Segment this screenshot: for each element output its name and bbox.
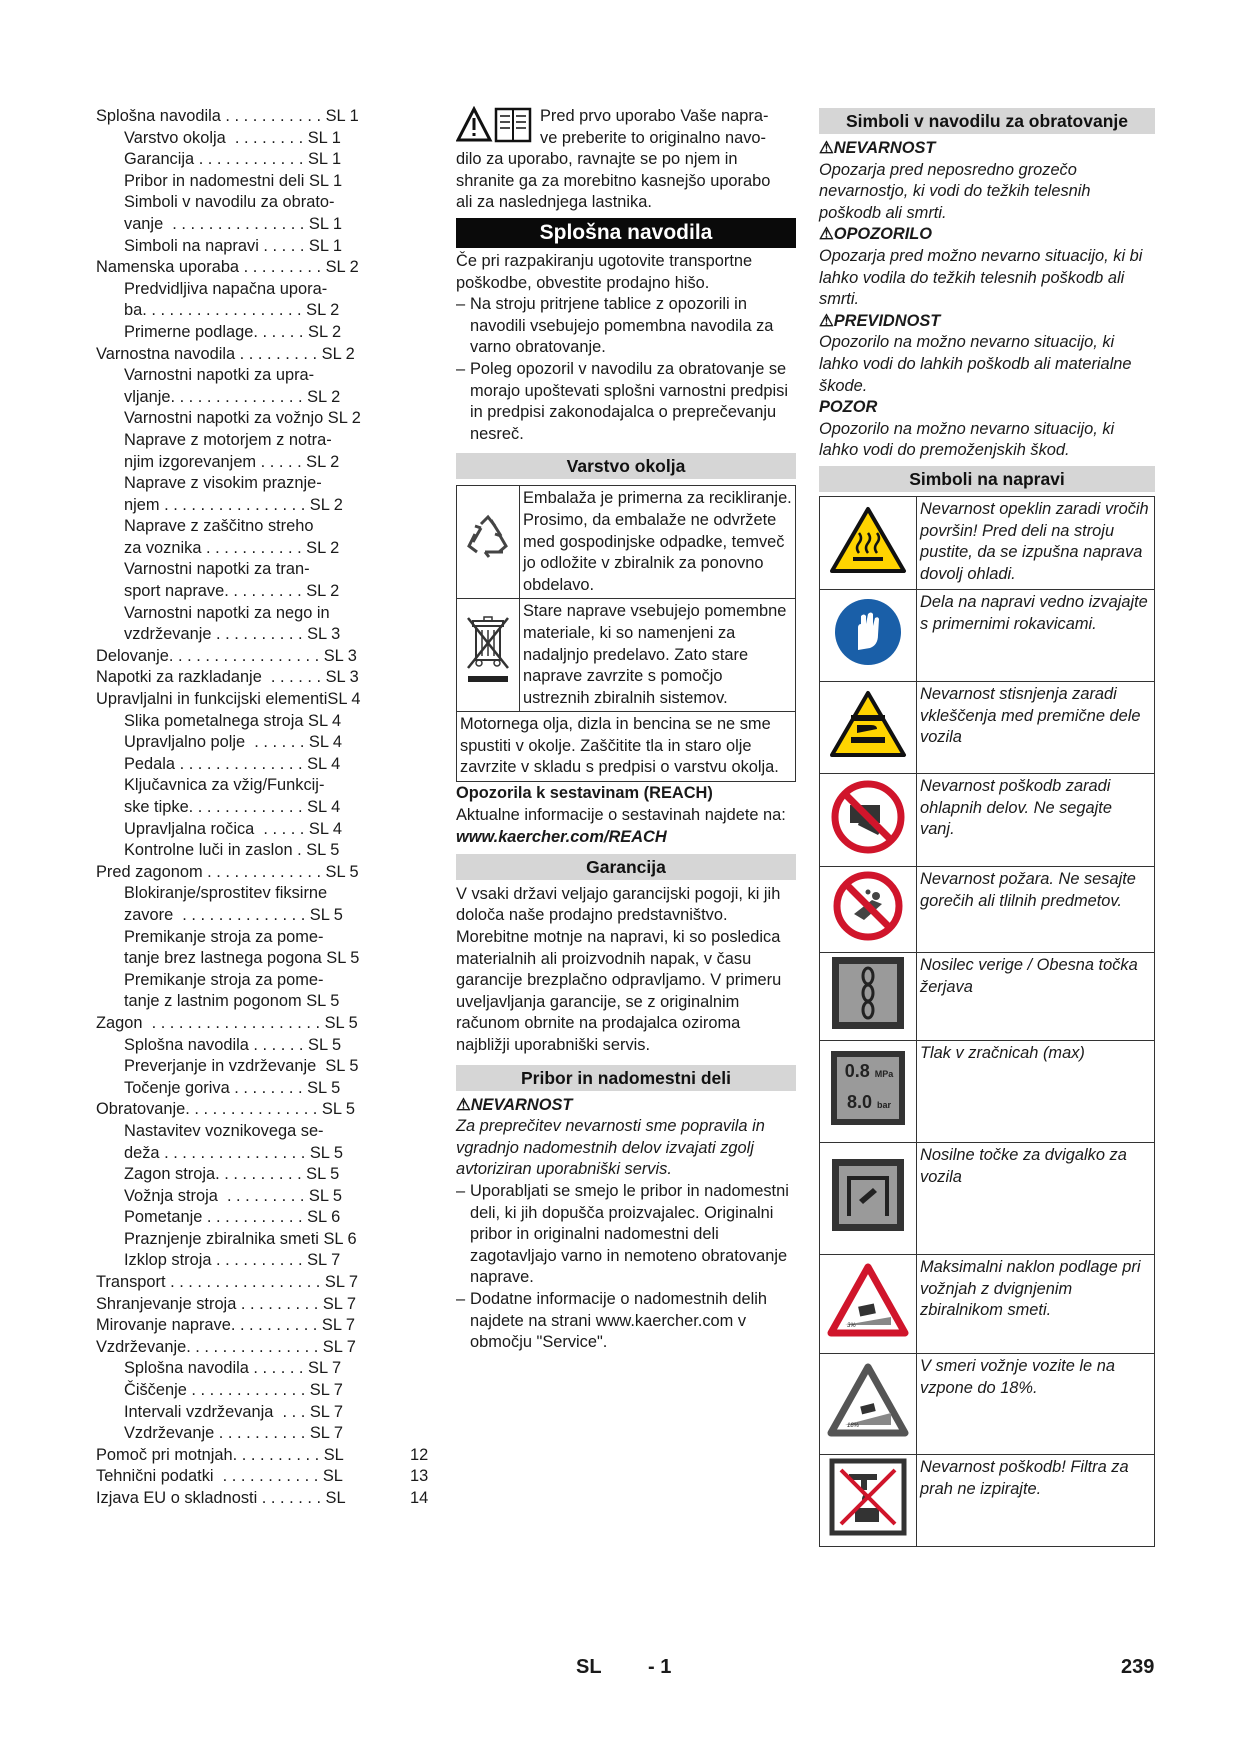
toc-entry[interactable] bbox=[96, 1423, 386, 1445]
toc-entry[interactable] bbox=[96, 430, 386, 452]
general-bullet: – Na stroju pritrjene tablice z opozorili in navodili vsebujejo pomembna navodila za varno obratovanje. bbox=[456, 295, 774, 357]
toc-entry[interactable] bbox=[96, 1272, 386, 1294]
toc-entry-text: Vzdrževanje. . . . . . . . . . . . . . . SL 7 bbox=[96, 1337, 356, 1356]
toc-entry[interactable] bbox=[96, 365, 386, 387]
warning-book-icon bbox=[456, 106, 534, 146]
toc-entry[interactable] bbox=[96, 559, 386, 581]
signal-word: POZOR bbox=[819, 398, 878, 417]
toc-entry-text: Pometanje . . . . . . . . . . . SL 6 bbox=[124, 1208, 341, 1227]
toc-entry[interactable] bbox=[96, 1013, 386, 1035]
section-heading-warranty: Garancija bbox=[456, 854, 796, 880]
device-symbols-table bbox=[819, 496, 1155, 1547]
toc-entry-text: Splošna navodila . . . . . . SL 7 bbox=[124, 1359, 342, 1378]
section-heading-device-symbols: Simboli na napravi bbox=[819, 466, 1155, 492]
signal-word: ⚠OPOZORILO bbox=[819, 225, 933, 244]
gauge-value-mpa: 0.8 bbox=[844, 1061, 870, 1082]
device-symbol-text: Tlak v zračnicah (max) bbox=[917, 1040, 1155, 1142]
toc-entry-text: njim izgorevanjem . . . . . SL 2 bbox=[124, 452, 340, 471]
toc-entry-text: vanje . . . . . . . . . . . . . . . SL 1 bbox=[124, 214, 343, 233]
toc-entry-text: Ključavnica za vžig/Funkcij- bbox=[124, 776, 325, 795]
device-symbol-text: Nosilne točke za dvigalko za vozila bbox=[917, 1142, 1155, 1254]
toc-entry[interactable] bbox=[96, 192, 386, 214]
toc-entry[interactable] bbox=[96, 149, 386, 171]
toc-entry-text: Preverjanje in vzdrževanje SL 5 bbox=[124, 1057, 359, 1076]
toc-entry-text: Predvidljiva napačna upora- bbox=[124, 279, 328, 298]
toc-entry[interactable] bbox=[96, 1337, 386, 1359]
no-flammable-icon bbox=[820, 866, 917, 952]
toc-entry-text: Varnostna navodila . . . . . . . . . SL 2 bbox=[96, 344, 355, 363]
toc-entry[interactable] bbox=[96, 1380, 386, 1402]
toc-entry-text: Zagon stroja. . . . . . . . . . SL 5 bbox=[124, 1165, 340, 1184]
toc-entry[interactable] bbox=[96, 624, 386, 646]
chain-icon bbox=[820, 952, 917, 1040]
toc-entry[interactable] bbox=[96, 300, 386, 322]
toc-entry[interactable] bbox=[96, 819, 386, 841]
toc-entry-text: Praznjenje zbiralnika smeti SL 6 bbox=[124, 1229, 357, 1248]
toc-entry-text: Premikanje stroja za pome- bbox=[124, 970, 324, 989]
footer-page-number: 239 bbox=[1121, 1656, 1155, 1678]
toc-entry[interactable] bbox=[96, 1315, 386, 1337]
toc-entry-text: Vožnja stroja . . . . . . . . . SL 5 bbox=[124, 1186, 343, 1205]
toc-entry-text: Izjava EU o skladnosti . . . . . . . SL bbox=[96, 1489, 346, 1507]
toc-entry-text: Pedala . . . . . . . . . . . . . . SL 4 bbox=[124, 754, 341, 773]
toc-entry[interactable] bbox=[96, 1143, 386, 1165]
toc-entry[interactable] bbox=[96, 1445, 429, 1467]
warning-triangle-icon: ⚠ bbox=[819, 225, 834, 244]
toc-entry[interactable] bbox=[96, 1035, 386, 1057]
toc-entry-text: Simboli na napravi . . . . . SL 1 bbox=[124, 236, 343, 255]
toc-entry-text: Intervali vzdrževanja . . . SL 7 bbox=[124, 1402, 343, 1421]
toc-entry[interactable] bbox=[96, 775, 386, 797]
toc-entry[interactable] bbox=[96, 236, 386, 258]
toc-entry-text: Varnostni napotki za vožnjo SL 2 bbox=[124, 409, 361, 428]
gauge-value-bar: 8.0 bbox=[846, 1092, 872, 1113]
signal-description: Opozarja pred neposredno grozečo nevarnostjo, ki vodi do težkih telesnih poškodb ali smrti. bbox=[819, 160, 1091, 222]
toc-entry-page: 13 bbox=[410, 1467, 429, 1486]
signal-word: ⚠NEVARNOST bbox=[819, 139, 936, 157]
toc-entry[interactable] bbox=[96, 991, 386, 1013]
toc-entry-text: Mirovanje naprave. . . . . . . . . . SL 7 bbox=[96, 1316, 356, 1335]
crush-hazard-icon bbox=[820, 681, 917, 773]
gloves-icon bbox=[820, 589, 917, 681]
section-heading-general: Splošna navodila bbox=[456, 218, 796, 248]
toc-entry-text: Transport . . . . . . . . . . . . . . . . . SL 7 bbox=[96, 1273, 359, 1292]
toc-entry-text: Pomoč pri motnjah. . . . . . . . . . SL bbox=[96, 1445, 344, 1464]
toc-entry-text: Slika pometalnega stroja SL 4 bbox=[124, 711, 342, 730]
toc-entry-text: ba. . . . . . . . . . . . . . . . . . SL 2 bbox=[124, 301, 340, 320]
toc-entry[interactable] bbox=[96, 495, 386, 517]
toc-entry-text: Upravljalna ročica . . . . . SL 4 bbox=[124, 819, 343, 838]
toc-entry-text: ske tipke. . . . . . . . . . . . . SL 4 bbox=[124, 798, 341, 816]
signal-description: Opozarja pred možno nevarno situacijo, ki bi lahko vodila do težkih telesnih poškodb ali smrti. bbox=[819, 246, 1143, 309]
hot-surface-icon bbox=[820, 496, 917, 589]
toc-entry[interactable] bbox=[96, 1358, 386, 1380]
toc-entry[interactable] bbox=[96, 214, 386, 236]
device-symbol-text: Nevarnost poškodb! Filtra za prah ne izpirajte. bbox=[917, 1454, 1155, 1546]
toc-entry-text: Obratovanje. . . . . . . . . . . . . . . SL 5 bbox=[96, 1100, 356, 1119]
section-heading-environment: Varstvo okolja bbox=[456, 453, 796, 479]
slope-percent: 18% bbox=[847, 1422, 860, 1429]
waste-bin-crossed-icon bbox=[457, 599, 520, 712]
device-symbol-text: Nevarnost opeklin zaradi vročih površin! Pred deli na stroju pustite, da se izpušna naprava dovolj ohladi. bbox=[917, 496, 1155, 589]
accessories-bullet: – Uporabljati se smejo le pribor in nadomestni deli, ki jih dopušča proizvajalec. Originalni pribor in originalni nadomestni deli zagotavljajo varno in nemoteno obratovanje naprave. bbox=[456, 1181, 789, 1287]
toc-entry[interactable] bbox=[96, 473, 386, 495]
toc-entry-text: Splošna navodila . . . . . . SL 5 bbox=[124, 1035, 342, 1054]
toc-entry-text: Zagon . . . . . . . . . . . . . . . . . . . SL 5 bbox=[96, 1013, 358, 1032]
signal-word: ⚠PREVIDNOST bbox=[819, 311, 941, 330]
toc-entry[interactable] bbox=[96, 603, 386, 625]
column-right bbox=[819, 106, 1155, 1547]
accessories-warning-text: Za preprečitev nevarnosti sme popravila in vgradnjo nadomestnih delov izvajati zgolj avtoriziran uporabniški servis. bbox=[456, 1117, 765, 1179]
environment-old-devices-text: Stare naprave vsebujejo pomembne materiale, ki so namenjeni za nadaljnjo predelavo. Zato stare naprave zavrzite s pomočjo ustreznih zbiralnih sistemov. bbox=[520, 599, 796, 712]
toc-entry[interactable] bbox=[96, 840, 386, 862]
toc-entry[interactable] bbox=[96, 257, 386, 279]
toc-entry[interactable] bbox=[96, 1056, 386, 1078]
toc-entry[interactable] bbox=[96, 581, 386, 603]
toc-entry[interactable] bbox=[96, 1488, 429, 1510]
warning-triangle-icon: ⚠ bbox=[456, 1095, 471, 1114]
toc-entry-text: Namenska uporaba . . . . . . . . . SL 2 bbox=[96, 258, 359, 277]
toc-entry[interactable] bbox=[96, 862, 386, 884]
toc-entry-text: Varnostni napotki za nego in bbox=[124, 603, 330, 622]
toc-entry-text: Čiščenje . . . . . . . . . . . . . SL 7 bbox=[124, 1381, 343, 1400]
toc-entry-text: tanje z lastnim pogonom SL 5 bbox=[124, 992, 340, 1011]
device-symbol-text: Nevarnost požara. Ne sesajte gorečih ali tlilnih predmetov. bbox=[917, 866, 1155, 952]
toc-entry[interactable] bbox=[96, 1229, 386, 1251]
toc-entry[interactable] bbox=[96, 1186, 386, 1208]
toc-entry[interactable] bbox=[96, 1121, 386, 1143]
toc-entry-text: vljanje. . . . . . . . . . . . . . . SL 2 bbox=[124, 387, 341, 406]
toc-entry[interactable] bbox=[96, 797, 386, 819]
accessories-bullet: – Dodatne informacije o nadomestnih delih najdete na strani www.kaercher.com v območju "Service". bbox=[456, 1289, 768, 1352]
toc-entry[interactable] bbox=[96, 408, 386, 430]
toc-entry-text: Kontrolne luči in zaslon . SL 5 bbox=[124, 841, 340, 860]
toc-entry[interactable] bbox=[96, 689, 386, 711]
section-heading-manual-symbols: Simboli v navodilu za obratovanje bbox=[819, 108, 1155, 134]
footer-language: SL bbox=[576, 1656, 602, 1678]
toc-entry[interactable] bbox=[96, 344, 386, 366]
no-water-filter-icon bbox=[820, 1454, 917, 1546]
toc-entry[interactable] bbox=[96, 1466, 429, 1488]
warning-triangle-icon: ⚠ bbox=[819, 139, 834, 157]
toc-entry-text: sport naprave. . . . . . . . . SL 2 bbox=[124, 582, 340, 601]
toc-entry[interactable] bbox=[96, 1164, 386, 1186]
jack-point-icon bbox=[820, 1142, 917, 1254]
column-middle bbox=[456, 106, 796, 1354]
toc-entry-text: Pribor in nadomestni deli SL 1 bbox=[124, 171, 343, 190]
toc-entry[interactable] bbox=[96, 322, 386, 344]
device-symbol-text: Nosilec verige / Obesna točka žerjava bbox=[917, 952, 1155, 1040]
toc-entry[interactable] bbox=[96, 754, 386, 776]
manual-symbols-list bbox=[819, 138, 1155, 462]
signal-description: Opozorilo na možno nevarno situacijo, ki lahko vodi do premoženjskih škod. bbox=[819, 419, 1115, 460]
slope-tip-icon bbox=[820, 1254, 917, 1353]
toc-entry[interactable] bbox=[96, 171, 386, 193]
toc-entry[interactable] bbox=[96, 452, 386, 474]
toc-entry-text: deža . . . . . . . . . . . . . . . . SL 5 bbox=[124, 1143, 343, 1162]
slope-percent: 3% bbox=[847, 1322, 856, 1329]
toc-entry[interactable] bbox=[96, 927, 386, 949]
footer-local-page: - 1 bbox=[648, 1656, 672, 1678]
slope-max-icon bbox=[820, 1353, 917, 1454]
toc-entry-text: Tehnični podatki . . . . . . . . . . . SL bbox=[96, 1467, 343, 1486]
toc-entry[interactable] bbox=[96, 1294, 386, 1316]
intro-text: Pred prvo uporabo Vaše napra- ve preberite to originalno navo- dilo za uporabo, ravnajte se po njem in shranite ga za morebitno kasnejšo uporabo ali za naslednjega lastnika. bbox=[456, 107, 771, 212]
toc-entry[interactable] bbox=[96, 948, 386, 970]
toc-entry-page: 12 bbox=[410, 1445, 429, 1464]
toc-entry[interactable] bbox=[96, 538, 386, 560]
reach-title: Opozorila k sestavinam (REACH) bbox=[456, 784, 713, 803]
toc-entry-text: Naprave z zaščitno streho bbox=[124, 517, 314, 536]
device-symbol-text: Maksimalni naklon podlage pri vožnjah z dvignjenim zbiralnikom smeti. bbox=[917, 1254, 1155, 1353]
toc-entry-text: Točenje goriva . . . . . . . . SL 5 bbox=[124, 1078, 341, 1097]
toc-entry[interactable] bbox=[96, 667, 386, 689]
reach-text: Aktualne informacije o sestavinah najdete na: bbox=[456, 805, 786, 824]
toc-entry[interactable] bbox=[96, 128, 386, 150]
recycle-icon bbox=[457, 486, 520, 599]
pressure-gauge-icon: 0.8 MPa 8.0 bar bbox=[820, 1040, 917, 1142]
toc-entry-text: Delovanje. . . . . . . . . . . . . . . . . SL 3 bbox=[96, 646, 357, 665]
toc-entry[interactable] bbox=[96, 1250, 386, 1272]
toc-entry-text: Napotki za razkladanje . . . . . . SL 3 bbox=[96, 668, 359, 687]
toc-entry[interactable] bbox=[96, 516, 386, 538]
toc-entry-text: Varnostni napotki za tran- bbox=[124, 560, 310, 579]
toc-entry-text: Varstvo okolja . . . . . . . . SL 1 bbox=[124, 128, 341, 147]
toc-entry-text: zavore . . . . . . . . . . . . . . SL 5 bbox=[124, 905, 343, 924]
general-text: Če pri razpakiranju ugotovite transportne poškodbe, obvestite prodajno hišo. bbox=[456, 252, 753, 292]
toc-entry[interactable] bbox=[96, 387, 386, 409]
accessories-warning-label: ⚠NEVARNOST bbox=[456, 1095, 573, 1114]
no-touch-fan-icon bbox=[820, 773, 917, 866]
toc-entry-text: Vzdrževanje . . . . . . . . . . SL 7 bbox=[124, 1424, 343, 1443]
toc-entry-text: Shranjevanje stroja . . . . . . . . . SL 7 bbox=[96, 1294, 356, 1313]
toc-entry[interactable] bbox=[96, 106, 386, 128]
environment-recycle-text: Embalaža je primerna za recikliranje. Prosimo, da embalaže ne odvržete med gospodinjske odpadke, temveč jo odložite v zbiralnik za ponovno obdelavo. bbox=[520, 486, 796, 599]
device-symbol-text: V smeri vožnje vozite le na vzpone do 18%. bbox=[917, 1353, 1155, 1454]
environment-oil-text: Motornega olja, dizla in bencina se ne sme spustiti v okolje. Zaščitite tla in staro olje zavrzite v skladu s predpisi o varstvu okolja. bbox=[457, 712, 796, 782]
toc-entry-text: Blokiranje/sprostitev fiksirne bbox=[124, 884, 328, 903]
toc-entry-text: Simboli v navodilu za obrato- bbox=[124, 193, 335, 212]
table-of-contents bbox=[96, 106, 429, 1510]
signal-description: Opozorilo na možno nevarno situacijo, ki lahko vodi do lahkih poškodb ali materialne škode. bbox=[819, 333, 1132, 395]
toc-entry-text: Naprave z motorjem z notra- bbox=[124, 430, 332, 449]
toc-entry-text: Nastavitev voznikovega se- bbox=[124, 1121, 324, 1140]
toc-entry-text: njem . . . . . . . . . . . . . . . . SL 2 bbox=[124, 495, 343, 514]
toc-entry-text: Premikanje stroja za pome- bbox=[124, 927, 324, 946]
toc-entry[interactable] bbox=[96, 883, 386, 905]
device-symbol-text: Nevarnost poškodb zaradi ohlapnih delov. Ne segajte vanj. bbox=[917, 773, 1155, 866]
intro-block bbox=[456, 106, 796, 214]
toc-entry-text: Upravljalni in funkcijski elementiSL 4 bbox=[96, 690, 361, 709]
device-symbol-text: Nevarnost stisnjenja zaradi vkleščenja med premične dele vozila bbox=[917, 681, 1155, 773]
environment-table bbox=[456, 485, 796, 782]
toc-entry-text: Pred zagonom . . . . . . . . . . . . . SL 5 bbox=[96, 862, 359, 881]
toc-entry-text: Garancija . . . . . . . . . . . . SL 1 bbox=[124, 150, 342, 169]
toc-entry-text: tanje brez lastnega pogona SL 5 bbox=[124, 949, 360, 968]
toc-entry[interactable] bbox=[96, 905, 386, 927]
general-bullet: – Poleg opozoril v navodilu za obratovanje se morajo upoštevati splošni varnostni predpisi in predpisi zakonodajalca o preprečevanju nesreč. bbox=[456, 359, 788, 443]
warning-triangle-icon: ⚠ bbox=[819, 311, 834, 330]
toc-entry-text: Varnostni napotki za upra- bbox=[124, 366, 315, 385]
toc-entry-text: Primerne podlage. . . . . . SL 2 bbox=[124, 322, 342, 341]
warranty-text: V vsaki državi veljajo garancijski pogoji, ki jih določa naše prodajno predstavništvo. Morebitne motnje na napravi, ki so posledica materialnih ali proizvodnih napak, v času garancije brezplačno odpravljamo. V primeru uveljavljanja garancije, se z originalnim računom obrnite na prodajalca oziroma najbližji uporabniški servis. bbox=[456, 884, 782, 1054]
toc-entry[interactable] bbox=[96, 1099, 386, 1121]
toc-entry-page: 14 bbox=[410, 1489, 429, 1507]
toc-entry-text: Izklop stroja . . . . . . . . . . SL 7 bbox=[124, 1251, 341, 1270]
toc-entry[interactable] bbox=[96, 1207, 386, 1229]
toc-entry[interactable] bbox=[96, 711, 386, 733]
toc-entry[interactable] bbox=[96, 1402, 386, 1424]
section-heading-accessories: Pribor in nadomestni deli bbox=[456, 1065, 796, 1091]
toc-entry[interactable] bbox=[96, 970, 386, 992]
toc-entry-text: Upravljalno polje . . . . . . SL 4 bbox=[124, 733, 343, 752]
reach-link[interactable]: www.kaercher.com/REACH bbox=[456, 828, 667, 847]
toc-entry-text: Naprave z visokim praznje- bbox=[124, 474, 322, 493]
device-symbol-text: Dela na napravi vedno izvajajte s primernimi rokavicami. bbox=[917, 589, 1155, 681]
toc-entry[interactable] bbox=[96, 279, 386, 301]
toc-entry[interactable] bbox=[96, 732, 386, 754]
toc-entry[interactable] bbox=[96, 1078, 386, 1100]
toc-entry-text: za voznika . . . . . . . . . . . SL 2 bbox=[124, 538, 340, 557]
toc-entry-text: Splošna navodila . . . . . . . . . . . SL 1 bbox=[96, 107, 359, 125]
toc-entry-text: vzdrževanje . . . . . . . . . . SL 3 bbox=[124, 625, 341, 644]
toc-entry[interactable] bbox=[96, 646, 386, 668]
